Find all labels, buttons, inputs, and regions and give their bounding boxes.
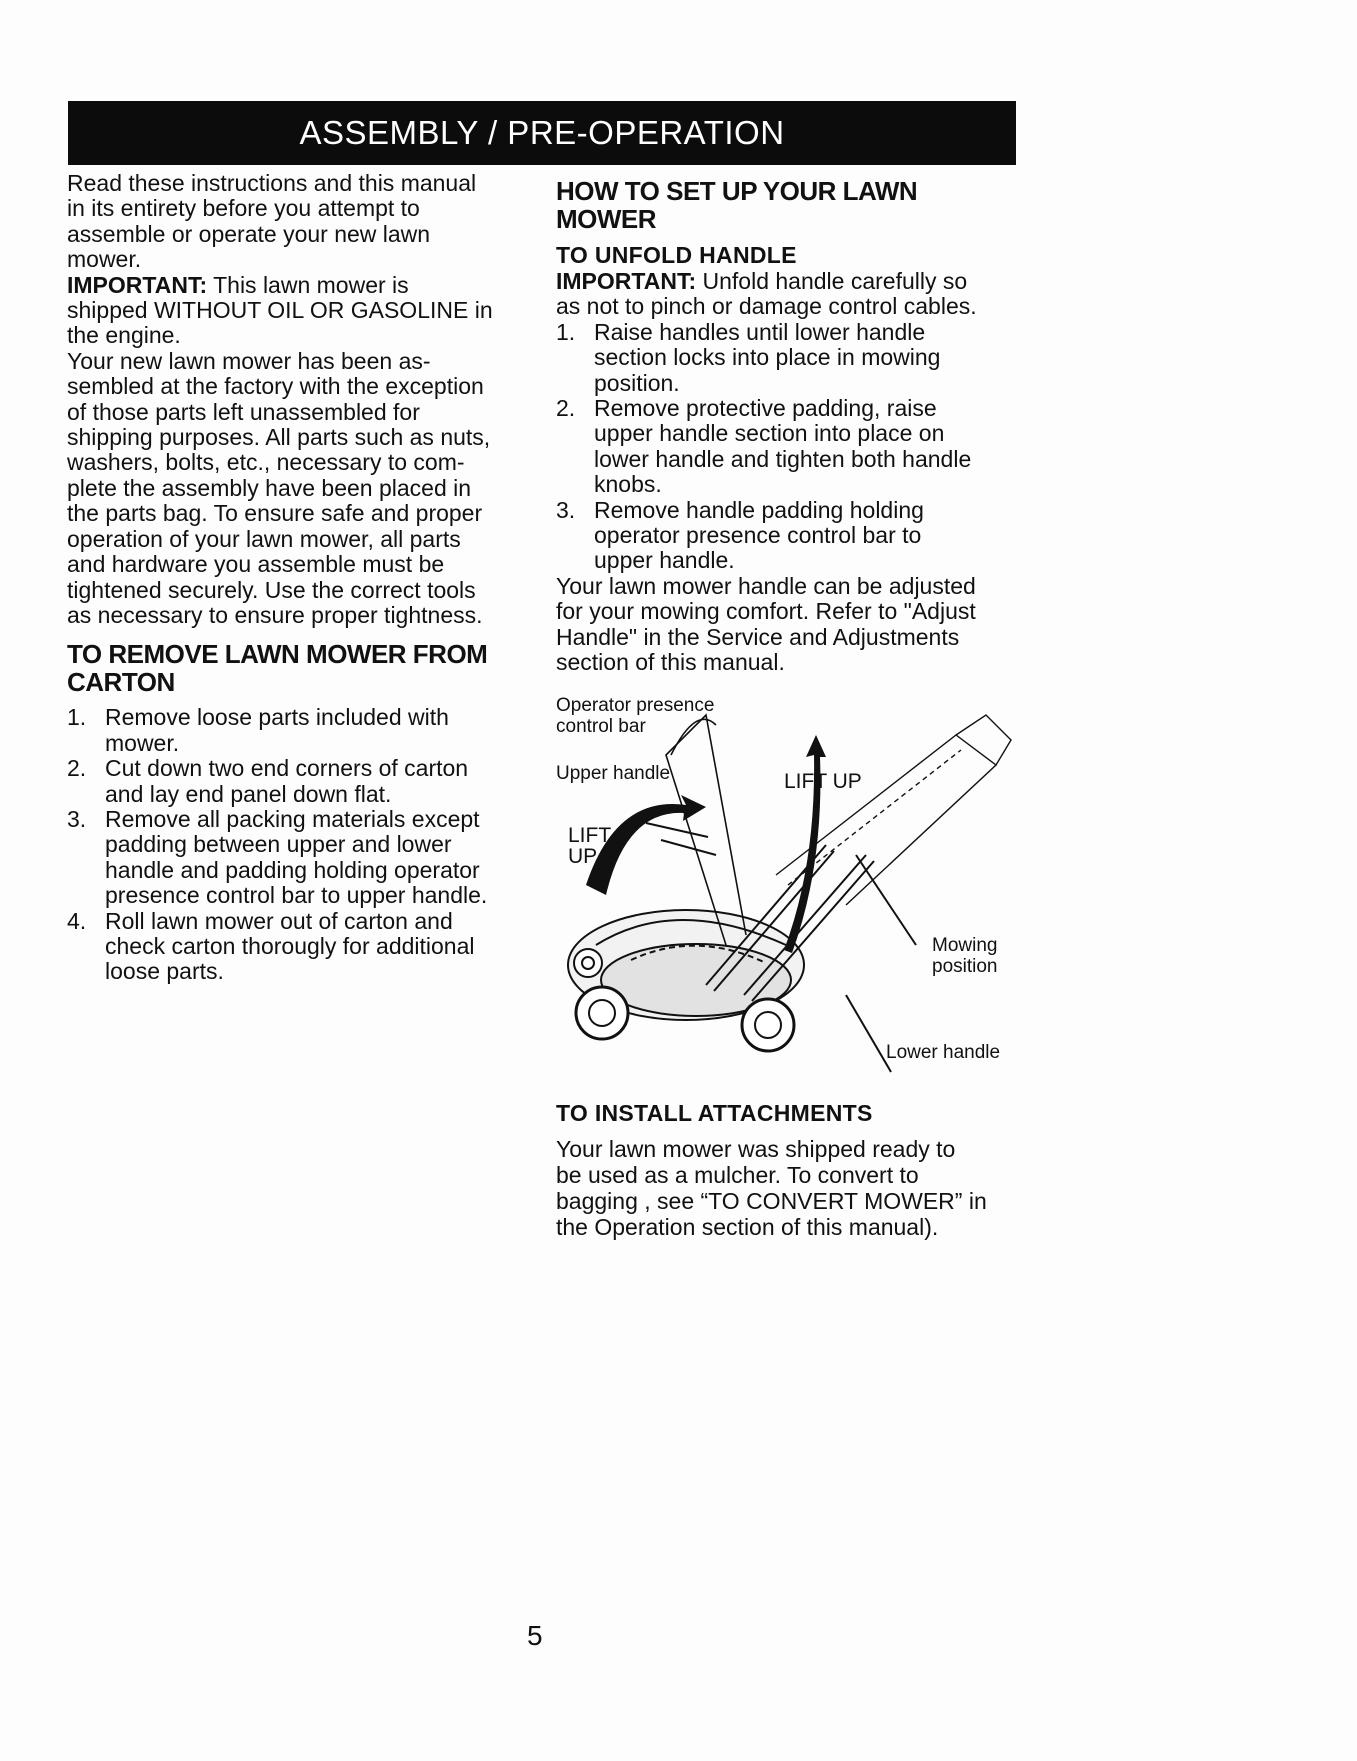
attachments-heading: TO INSTALL ATTACHMENTS [556, 1100, 873, 1126]
text-line: handle and padding holding operator [105, 856, 480, 883]
adjust-paragraph [556, 574, 1026, 676]
text-line: plete the assembly have been placed in [67, 474, 472, 501]
heading-line: CARTON [67, 667, 175, 698]
important-label: IMPORTANT: [67, 271, 208, 298]
remove-steps-list [67, 705, 527, 984]
text-line: Roll lawn mower out of carton and [105, 907, 453, 934]
text-line [67, 273, 527, 298]
text-line: Raise handles until lower handle [594, 318, 926, 345]
text-line: washers, bolts, etc., necessary to com- [67, 449, 465, 476]
text-line: Cut down two end corners of carton [105, 755, 469, 782]
heading-line: MOWER [556, 204, 657, 234]
remove-heading [67, 640, 527, 696]
list-item [67, 756, 527, 807]
text-line: operation of your lawn mower, all parts [67, 525, 461, 552]
text-span: Unfold handle carefully so [696, 268, 968, 294]
text-line: Read these instructions and this manual [67, 170, 477, 196]
label-line: LIFT [568, 824, 612, 847]
label-line: Operator presence [556, 695, 715, 716]
important-note [556, 269, 1026, 320]
figure-label-lift-up-left [568, 825, 611, 867]
text-line: assemble or operate your new lawn [67, 220, 431, 247]
list-item [67, 909, 527, 985]
text-line: position. [594, 369, 680, 396]
text-line: for your mowing comfort. Refer to "Adjust [556, 598, 976, 625]
figure-label-upper-handle: Upper handle [556, 763, 671, 784]
text-line: mower. [105, 729, 180, 756]
list-item [67, 705, 527, 756]
heading-line: HOW TO SET UP YOUR LAWN [556, 176, 918, 206]
section-title: ASSEMBLY / PRE-OPERATION [299, 114, 785, 151]
text-line: upper handle section into place on [594, 420, 945, 447]
text-line: padding between upper and lower [105, 831, 452, 858]
text-line: Remove handle padding holding [594, 496, 924, 523]
important-label: IMPORTANT: [556, 268, 697, 294]
heading-line: TO REMOVE LAWN MOWER FROM [67, 639, 488, 670]
step-number: 2. [67, 755, 87, 782]
step-number: 1. [556, 318, 576, 345]
text-line: shipping purposes. All parts such as nuts, [67, 424, 491, 451]
text-line: the engine. [67, 322, 181, 349]
text-line: Remove loose parts included with [105, 704, 449, 731]
right-column [556, 177, 1026, 676]
figure-label-lift-up-right: LIFT UP [784, 770, 862, 793]
text-line [556, 269, 1026, 294]
text-line: lower handle and tighten both handle [594, 445, 972, 472]
mower-handle-figure [556, 695, 1026, 1080]
text-line: of those parts left unassembled for [67, 398, 420, 425]
text-line: Remove protective padding, raise [594, 395, 937, 422]
list-item [556, 498, 1026, 574]
label-line: UP [568, 845, 598, 868]
label-line: position [932, 956, 998, 977]
text-line: Your lawn mower handle can be adjusted [556, 572, 976, 599]
text-line: in its entirety before you attempt to [67, 195, 420, 222]
text-line: sembled at the factory with the exception [67, 373, 484, 400]
page-number: 5 [527, 1620, 543, 1651]
unfold-steps-list [556, 320, 1026, 574]
label-line: control bar [556, 716, 646, 737]
text-line: bagging , see “TO CONVERT MOWER” in [556, 1188, 987, 1214]
text-line: as necessary to ensure proper tightness. [67, 601, 483, 628]
assembled-paragraph [67, 349, 527, 628]
text-line: and lay end panel down flat. [105, 780, 392, 807]
step-number: 3. [67, 805, 87, 832]
intro-paragraph [67, 171, 527, 273]
list-item [67, 807, 527, 909]
list-item [556, 320, 1026, 396]
text-line: tightened securely. Use the correct tools [67, 576, 476, 603]
lawn-mower-illustration [556, 695, 1026, 1080]
text-span: This lawn mower is [207, 271, 409, 298]
setup-heading [556, 177, 1026, 233]
step-number: 1. [67, 704, 87, 731]
text-line: loose parts. [105, 958, 224, 985]
text-line: and hardware you assemble must be [67, 551, 445, 578]
text-line: check carton thorougly for additional [105, 932, 475, 959]
unfold-heading: TO UNFOLD HANDLE [556, 242, 797, 268]
list-item [556, 396, 1026, 498]
text-line: section locks into place in mowing [594, 344, 941, 371]
label-line: Mowing [932, 935, 998, 956]
step-number: 4. [67, 907, 87, 934]
text-line: the Operation section of this manual). [556, 1214, 939, 1240]
text-line: shipped WITHOUT OIL OR GASOLINE in [67, 297, 493, 324]
text-line: Your lawn mower was shipped ready to [556, 1136, 956, 1162]
text-line: Handle" in the Service and Adjustments [556, 623, 960, 650]
text-line: mower. [67, 246, 142, 273]
step-number: 2. [556, 395, 576, 422]
left-column [67, 171, 527, 985]
step-number: 3. [556, 496, 576, 523]
attachments-section [556, 1100, 1026, 1240]
figure-label-mowing-position [932, 935, 998, 977]
text-line: Your new lawn mower has been as- [67, 347, 431, 374]
text-line: be used as a mulcher. To convert to [556, 1162, 919, 1188]
text-line: presence control bar to upper handle. [105, 882, 488, 909]
text-line: Remove all packing materials except [105, 805, 480, 832]
text-line: the parts bag. To ensure safe and proper [67, 500, 483, 527]
section-header [68, 101, 1016, 165]
text-line: section of this manual. [556, 649, 785, 676]
text-line: knobs. [594, 471, 662, 498]
text-line: as not to pinch or damage control cables. [556, 293, 977, 320]
figure-label-operator [556, 695, 714, 737]
text-line: upper handle. [594, 547, 735, 574]
figure-label-lower-handle: Lower handle [886, 1042, 1001, 1063]
text-line: operator presence control bar to [594, 522, 922, 549]
important-note [67, 273, 527, 349]
